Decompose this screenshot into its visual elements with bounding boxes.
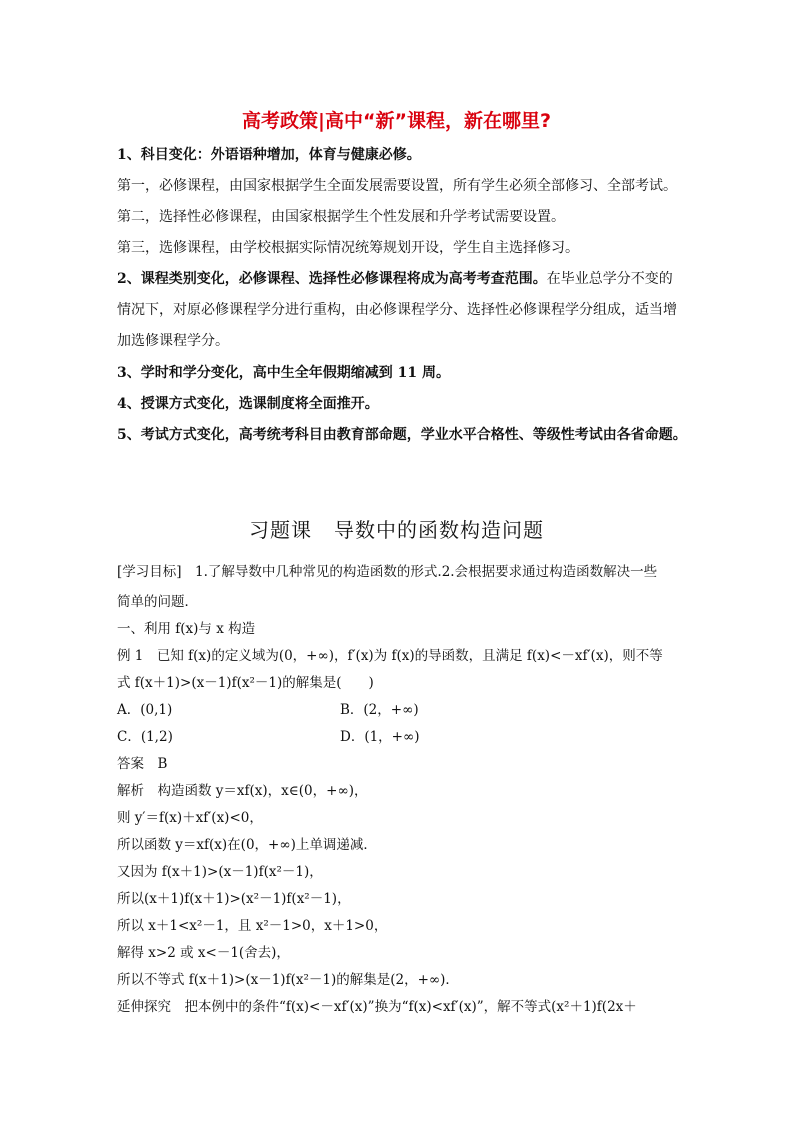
section-heading-1: 一、利用 f(x)与 x 构造 bbox=[117, 621, 256, 637]
solution-step-5: 所以(x＋1)f(x＋1)>(x²－1)f(x²－1)， bbox=[117, 891, 351, 907]
learning-goals-continued: 简单的问题． bbox=[117, 594, 198, 610]
example-1-question-continued: 式 f(x＋1)>(x－1)f(x²－1)的解集是( ) bbox=[117, 675, 374, 691]
solution-step-8: 所以不等式 f(x＋1)>(x－1)f(x²－1)的解集是(2，+∞)． bbox=[117, 972, 459, 988]
solution-step-6: 所以 x＋1<x²－1，且 x²－1>0，x＋1>0， bbox=[117, 918, 388, 934]
extension-exploration: 延伸探究 把本例中的条件“f(x)<－xf′(x)”换为“f(x)<xf′(x)”，解不等式(x²＋1)f(2x＋ bbox=[117, 999, 637, 1015]
policy-item-1: 1、科目变化：外语语种增加，体育与健康必修。 bbox=[117, 147, 421, 163]
answer: 答案 B bbox=[117, 756, 168, 772]
policy-item-2 bbox=[117, 270, 673, 288]
policy-title: 高考政策|高中“新”课程，新在哪里? bbox=[242, 110, 551, 132]
learning-goals: [学习目标] 1.了解导数中几种常见的构造函数的形式.2.会根据要求通过构造函数解决一些 bbox=[117, 564, 658, 580]
policy-item-2-rest: 在毕业总学分不变的 bbox=[546, 271, 673, 287]
option-b: B．(2，+∞) bbox=[340, 702, 419, 718]
policy-paragraph-first: 第一，必修课程，由国家根据学生全面发展需要设置，所有学生必须全部修习、全部考试。 bbox=[117, 178, 677, 194]
policy-item-2-bold: 2、课程类别变化，必修课程、选择性必修课程将成为高考考查范围。 bbox=[117, 271, 547, 287]
policy-paragraph-third: 第三，选修课程，由学校根据实际情况统筹规划开设，学生自主选择修习。 bbox=[117, 240, 579, 256]
solution-step-3: 所以函数 y＝xf(x)在(0，+∞)上单调递减． bbox=[117, 837, 377, 853]
policy-item-2-end: 加选修课程学分。 bbox=[117, 333, 229, 349]
lesson-title bbox=[0, 514, 793, 543]
policy-item-5: 5、考试方式变化，高考统考科目由教育部命题，学业水平合格性、等级性考试由各省命题。 bbox=[117, 427, 687, 443]
policy-item-3: 3、学时和学分变化，高中生全年假期缩减到 11 周。 bbox=[117, 365, 450, 381]
example-1-question: 例 1 已知 f(x)的定义域为(0，+∞)，f′(x)为 f(x)的导函数，且满足 f(x)<－xf′(x)，则不等 bbox=[117, 648, 663, 664]
solution-step-1: 解析 构造函数 y＝xf(x)，x∈(0，+∞)， bbox=[117, 783, 368, 799]
option-c: C．(1,2) bbox=[117, 729, 173, 745]
lesson-title-part-b: 导数中的函数构造问题 bbox=[334, 518, 544, 542]
solution-step-4: 又因为 f(x＋1)>(x－1)f(x²－1)， bbox=[117, 864, 323, 880]
policy-item-2-continued: 情况下，对原必修课程学分进行重构，由必修课程学分、选择性必修课程学分组成，适当增 bbox=[117, 302, 677, 318]
policy-paragraph-second: 第二，选择性必修课程，由国家根据学生个性发展和升学考试需要设置。 bbox=[117, 209, 565, 225]
solution-step-2: 则 y′＝f(x)＋xf′(x)<0， bbox=[117, 810, 263, 826]
option-d: D．(1，+∞) bbox=[340, 729, 420, 745]
policy-item-4: 4、授课方式变化，选课制度将全面推开。 bbox=[117, 396, 379, 412]
lesson-title-part-a: 习题课 bbox=[249, 518, 312, 542]
option-a: A．(0,1) bbox=[117, 702, 173, 718]
solution-step-7: 解得 x>2 或 x<－1(舍去)， bbox=[117, 945, 290, 961]
